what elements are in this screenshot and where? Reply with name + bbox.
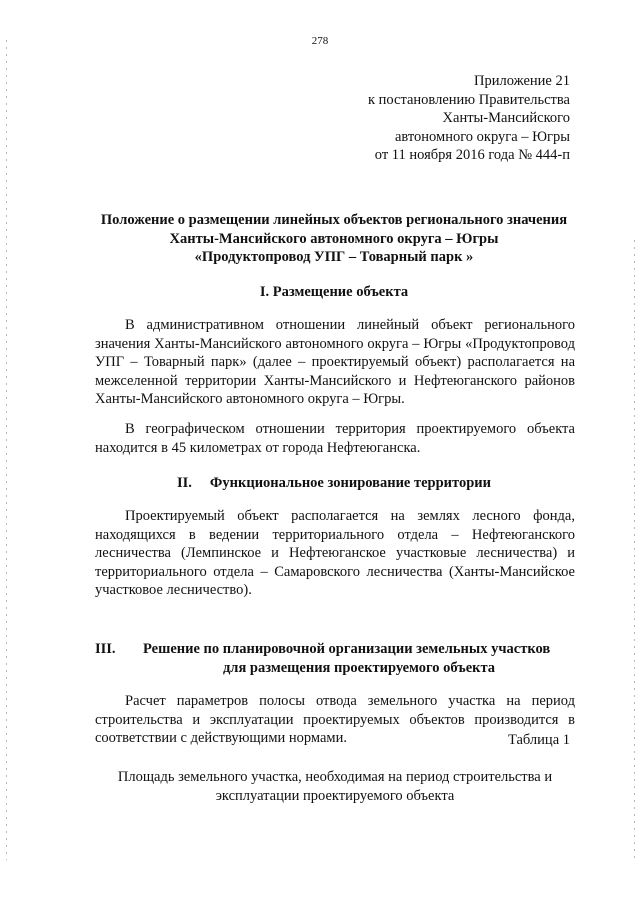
scan-edge-left	[6, 40, 7, 860]
table-title-line: Площадь земельного участка, необходимая на период строительства и	[117, 769, 553, 785]
appendix-line: от 11 ноября 2016 года № 444-п	[374, 147, 570, 163]
section-number: III.	[95, 641, 116, 657]
section-1-paragraph-1: В административном отношении линейный объект регионального значения Ханты-Мансийского автономного округа – Югры «Продуктопровод УПГ – Товарный парк» (далее – проектируемый объект) располагается на межселенной территории Ханты-Мансийского и Нефтеюганского районов Ханты-Мансийского автономного округа – Югры.	[95, 317, 575, 407]
document-title	[60, 211, 608, 267]
scan-edge-right	[634, 240, 635, 860]
section-2-paragraph: Проектируемый объект располагается на землях лесного фонда, находящихся в ведении территориального отдела – Нефтеюганского лесничества (Лемпинское и Нефтеюганское участковые лесничества) и территориального отдела – Самаровского лесничества (Ханты-Мансийское участковое лесничество).	[95, 508, 575, 598]
title-line: Ханты-Мансийского автономного округа – Югры	[169, 230, 499, 247]
table-title-line: эксплуатации проектируемого объекта	[215, 787, 455, 804]
section-title-line: Решение по планировочной организации земельных участков	[143, 641, 551, 657]
section-1-paragraph-2: В географическом отношении территория проектируемого объекта находится в 45 километрах от города Нефтеюганска.	[95, 421, 575, 456]
appendix-line: Ханты-Мансийского	[442, 110, 570, 126]
section-2-heading	[60, 474, 608, 493]
appendix-line: автономного округа – Югры	[394, 128, 570, 145]
appendix-block	[368, 72, 570, 165]
section-1-heading: I. Размещение объекта	[259, 284, 409, 300]
table-caption: Таблица 1	[507, 732, 570, 748]
section-title-line: для размещения проектируемого объекта	[222, 659, 496, 676]
title-line: «Продуктопровод УПГ – Товарный парк »	[194, 249, 474, 265]
section-3-paragraph: Расчет параметров полосы отвода земельного участка на период строительства и эксплуатации проектируемых объектов производится в соответствии с действующими нормами.	[95, 693, 575, 746]
page-number: 278	[311, 35, 329, 47]
table-title	[95, 768, 575, 805]
section-3-heading	[95, 640, 575, 677]
title-line: Положение о размещении линейных объектов регионального значения	[100, 212, 568, 228]
appendix-line: к постановлению Правительства	[368, 91, 570, 108]
section-title: Функциональное зонирование территории	[209, 475, 491, 491]
section-number: II.	[177, 475, 192, 491]
appendix-line: Приложение 21	[474, 73, 570, 89]
